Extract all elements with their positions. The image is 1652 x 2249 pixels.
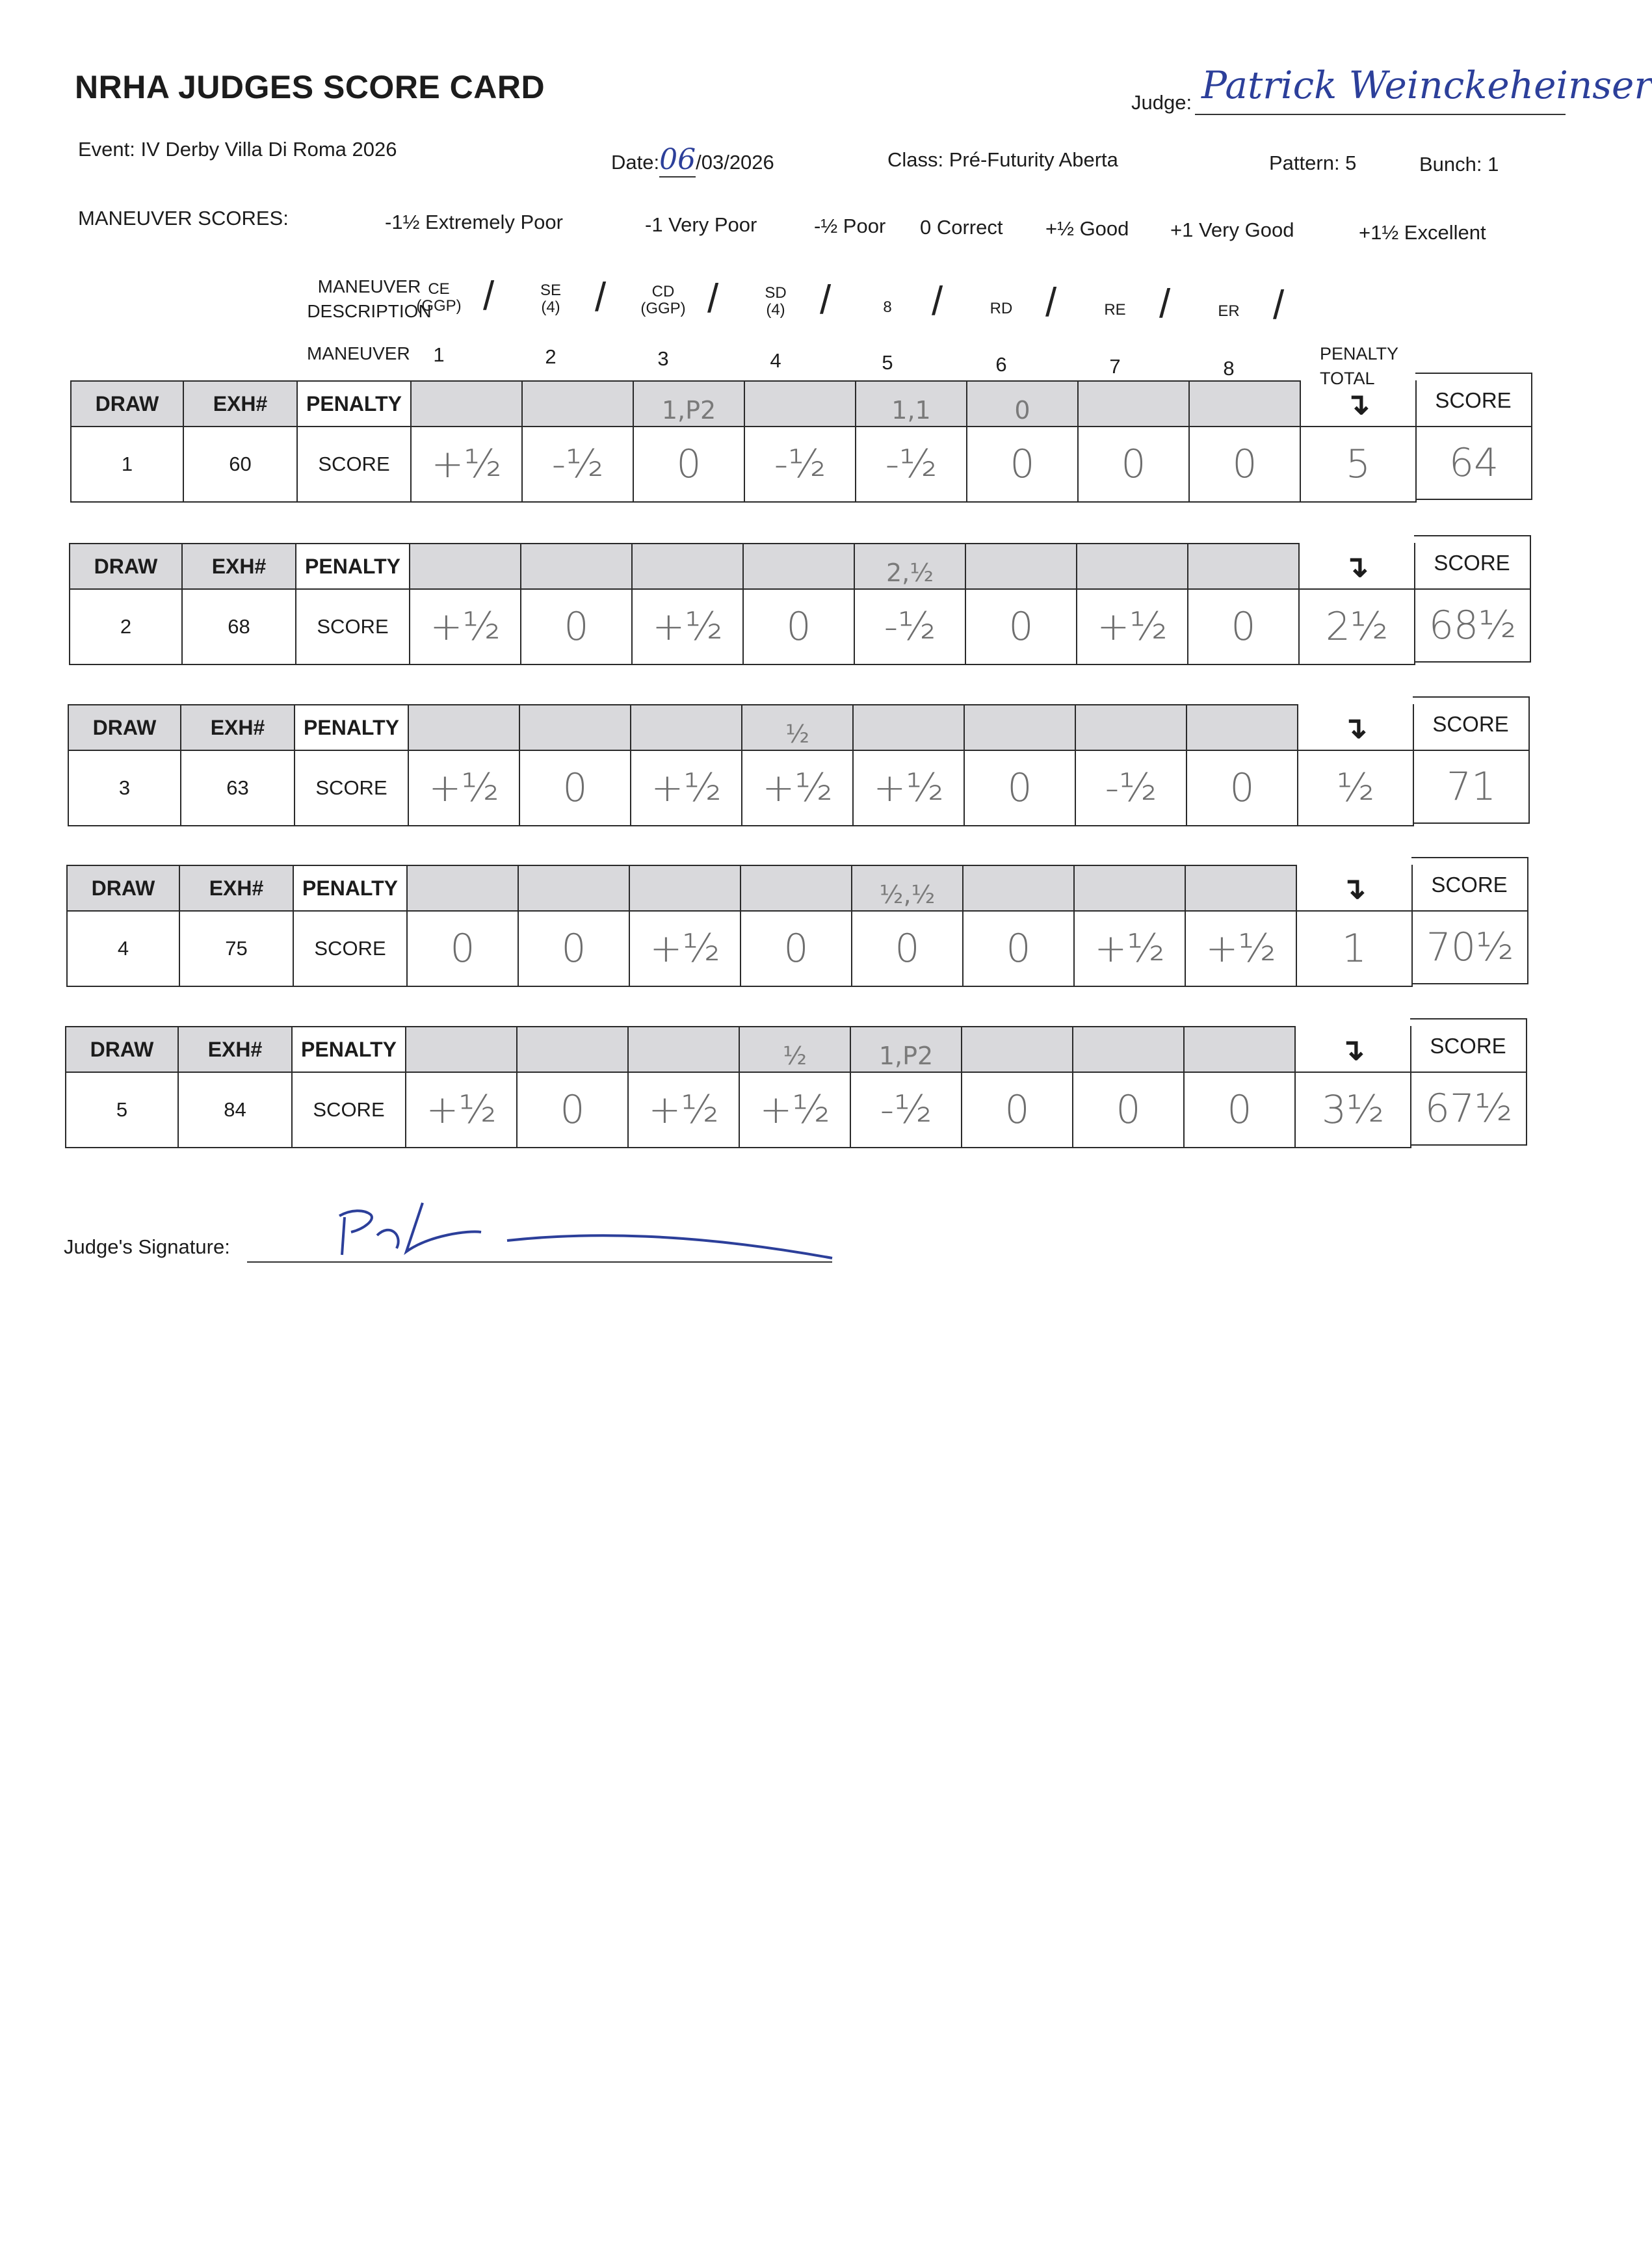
penalty-total-value[interactable]: 3½ bbox=[1294, 1072, 1411, 1148]
penalty-total-arrow: ↴ bbox=[1296, 865, 1413, 912]
penalty-cell-5[interactable]: 1,P2 bbox=[850, 1026, 962, 1073]
penalty-header: PENALTY bbox=[294, 704, 409, 751]
score-label: SCORE bbox=[293, 910, 408, 987]
legend-item: +1 Very Good bbox=[1170, 218, 1294, 241]
maneuver-score-5[interactable]: -½ bbox=[850, 1072, 962, 1148]
exh-number: 84 bbox=[177, 1072, 293, 1148]
slash-divider: / bbox=[1159, 282, 1171, 326]
maneuver-code: ER bbox=[1218, 302, 1240, 320]
maneuver-score-3[interactable]: +½ bbox=[630, 750, 742, 826]
exh-header: EXH# bbox=[183, 380, 298, 427]
slash-divider: / bbox=[483, 274, 495, 319]
date-label: Date: bbox=[611, 151, 660, 174]
draw-number: 2 bbox=[69, 588, 183, 665]
penalty-cell-8[interactable] bbox=[1187, 543, 1300, 590]
penalty-cell-5[interactable] bbox=[852, 704, 965, 751]
maneuver-score-1[interactable]: 0 bbox=[406, 910, 519, 987]
maneuver-score-2[interactable]: 0 bbox=[518, 910, 630, 987]
maneuver-number: 4 bbox=[770, 349, 781, 372]
penalty-cell-6[interactable] bbox=[964, 704, 1076, 751]
penalty-cell-1[interactable] bbox=[405, 1026, 518, 1073]
date-rest: /03/2026 bbox=[696, 151, 774, 174]
penalty-total-value[interactable]: ½ bbox=[1297, 750, 1414, 826]
penalty-cell-2[interactable] bbox=[520, 543, 633, 590]
slash-divider: / bbox=[1273, 283, 1285, 328]
score-label: SCORE bbox=[291, 1072, 406, 1148]
draw-header: DRAW bbox=[69, 543, 183, 590]
class-label: Class: Pré-Futurity Aberta bbox=[887, 148, 1118, 171]
judge-name: Patrick Weinckeheinser bbox=[1201, 63, 1652, 107]
score-header: SCORE bbox=[1414, 535, 1531, 590]
exh-header: EXH# bbox=[177, 1026, 293, 1073]
legend-item: -1 Very Poor bbox=[645, 213, 757, 236]
penalty-cell-7[interactable] bbox=[1077, 380, 1190, 427]
penalty-cell-4[interactable]: ½ bbox=[741, 704, 854, 751]
exh-header: EXH# bbox=[179, 865, 294, 912]
maneuver-score-6[interactable]: 0 bbox=[962, 910, 1075, 987]
maneuver-code: CD (GGP) bbox=[640, 283, 686, 317]
penalty-cell-4[interactable] bbox=[742, 543, 855, 590]
slash-divider: / bbox=[595, 275, 607, 320]
maneuver-score-4[interactable]: 0 bbox=[742, 588, 855, 665]
penalty-total-arrow: ↴ bbox=[1300, 380, 1417, 427]
draw-header: DRAW bbox=[68, 704, 181, 751]
maneuver-number: 1 bbox=[433, 343, 445, 366]
maneuver-score-8[interactable]: 0 bbox=[1183, 1072, 1296, 1148]
penalty-cell-4[interactable]: ½ bbox=[739, 1026, 851, 1073]
score-header: SCORE bbox=[1410, 1018, 1527, 1073]
maneuver-score-4[interactable]: +½ bbox=[741, 750, 854, 826]
draw-header: DRAW bbox=[65, 1026, 179, 1073]
maneuver-score-3[interactable]: +½ bbox=[631, 588, 744, 665]
slash-divider: / bbox=[707, 276, 719, 321]
penalty-cell-2[interactable] bbox=[519, 704, 631, 751]
draw-header: DRAW bbox=[70, 380, 184, 427]
score-label: SCORE bbox=[296, 426, 412, 503]
legend-item: +½ Good bbox=[1045, 217, 1129, 240]
total-score-value[interactable]: 67½ bbox=[1410, 1072, 1527, 1146]
draw-number: 1 bbox=[70, 426, 184, 503]
penalty-total-label: PENALTY TOTAL bbox=[1320, 344, 1399, 388]
penalty-cell-4[interactable] bbox=[744, 380, 856, 427]
exh-number: 75 bbox=[179, 910, 294, 987]
maneuver-score-5[interactable]: -½ bbox=[854, 588, 966, 665]
maneuver-score-8[interactable]: 0 bbox=[1188, 426, 1301, 503]
maneuver-score-1[interactable]: +½ bbox=[408, 750, 520, 826]
maneuver-score-5[interactable]: -½ bbox=[855, 426, 967, 503]
maneuver-description-label: MANEUVER DESCRIPTION bbox=[307, 276, 432, 321]
exh-header: EXH# bbox=[180, 704, 295, 751]
maneuver-score-7[interactable]: +½ bbox=[1076, 588, 1188, 665]
page-title: NRHA JUDGES SCORE CARD bbox=[75, 69, 545, 105]
score-label: SCORE bbox=[295, 588, 410, 665]
exh-number: 68 bbox=[181, 588, 296, 665]
maneuver-score-3[interactable]: 0 bbox=[633, 426, 745, 503]
penalty-total-value[interactable]: 2½ bbox=[1298, 588, 1415, 665]
penalty-header: PENALTY bbox=[296, 380, 412, 427]
maneuver-score-2[interactable]: 0 bbox=[520, 588, 633, 665]
maneuver-score-1[interactable]: +½ bbox=[410, 426, 523, 503]
penalty-cell-2[interactable] bbox=[516, 1026, 629, 1073]
maneuver-number: 7 bbox=[1109, 355, 1121, 378]
penalty-cell-5[interactable]: 2,½ bbox=[854, 543, 966, 590]
maneuver-number: 8 bbox=[1223, 357, 1235, 380]
penalty-cell-3[interactable] bbox=[627, 1026, 740, 1073]
penalty-total-value[interactable]: 1 bbox=[1296, 910, 1413, 987]
penalty-cell-1[interactable] bbox=[406, 865, 519, 912]
penalty-cell-4[interactable] bbox=[740, 865, 852, 912]
maneuver-score-4[interactable]: +½ bbox=[739, 1072, 851, 1148]
penalty-cell-5[interactable]: 1,1 bbox=[855, 380, 967, 427]
penalty-cell-1[interactable] bbox=[410, 380, 523, 427]
penalty-cell-8[interactable] bbox=[1188, 380, 1301, 427]
maneuver-score-4[interactable]: 0 bbox=[740, 910, 852, 987]
legend-item: +1½ Excellent bbox=[1359, 221, 1486, 244]
score-label: SCORE bbox=[294, 750, 409, 826]
penalty-header: PENALTY bbox=[291, 1026, 406, 1073]
maneuver-score-8[interactable]: 0 bbox=[1187, 588, 1300, 665]
maneuver-score-6[interactable]: 0 bbox=[961, 1072, 1073, 1148]
maneuver-score-2[interactable]: -½ bbox=[521, 426, 634, 503]
penalty-cell-2[interactable] bbox=[518, 865, 630, 912]
penalty-cell-5[interactable]: ½,½ bbox=[851, 865, 964, 912]
penalty-total-arrow: ↴ bbox=[1294, 1026, 1411, 1073]
maneuver-code: CE (GGP) bbox=[416, 280, 462, 315]
maneuver-score-4[interactable]: -½ bbox=[744, 426, 856, 503]
maneuver-score-7[interactable]: 0 bbox=[1077, 426, 1190, 503]
judge-label: Judge: bbox=[1131, 91, 1192, 114]
penalty-cell-8[interactable] bbox=[1183, 1026, 1296, 1073]
maneuver-score-1[interactable]: +½ bbox=[409, 588, 521, 665]
draw-number: 5 bbox=[65, 1072, 179, 1148]
penalty-cell-1[interactable] bbox=[409, 543, 521, 590]
penalty-total-arrow: ↴ bbox=[1298, 543, 1415, 590]
total-score-value[interactable]: 68½ bbox=[1414, 588, 1531, 663]
maneuver-score-5[interactable]: 0 bbox=[851, 910, 964, 987]
penalty-cell-3[interactable] bbox=[631, 543, 744, 590]
maneuver-scores-label: MANEUVER SCORES: bbox=[78, 207, 289, 230]
maneuver-code: 8 bbox=[883, 298, 892, 316]
penalty-cell-7[interactable] bbox=[1073, 865, 1186, 912]
draw-number: 3 bbox=[68, 750, 181, 826]
maneuver-number: 2 bbox=[545, 345, 557, 368]
maneuver-score-6[interactable]: 0 bbox=[966, 426, 1079, 503]
penalty-cell-3[interactable]: 1,P2 bbox=[633, 380, 745, 427]
maneuver-score-8[interactable]: +½ bbox=[1185, 910, 1297, 987]
maneuver-label: MANEUVER bbox=[307, 343, 410, 363]
penalty-cell-6[interactable] bbox=[965, 543, 1077, 590]
maneuver-code: RE bbox=[1104, 301, 1126, 319]
slash-divider: / bbox=[932, 279, 943, 324]
slash-divider: / bbox=[1045, 280, 1057, 325]
penalty-cell-8[interactable] bbox=[1186, 704, 1298, 751]
maneuver-score-7[interactable]: 0 bbox=[1072, 1072, 1185, 1148]
penalty-cell-6[interactable] bbox=[962, 865, 1075, 912]
maneuver-score-5[interactable]: +½ bbox=[852, 750, 965, 826]
maneuver-code: SE (4) bbox=[540, 282, 561, 316]
penalty-cell-7[interactable] bbox=[1075, 704, 1187, 751]
signature-label: Judge's Signature: bbox=[64, 1235, 230, 1258]
legend-item: -1½ Extremely Poor bbox=[385, 211, 563, 233]
penalty-cell-6[interactable] bbox=[961, 1026, 1073, 1073]
penalty-header: PENALTY bbox=[295, 543, 410, 590]
maneuver-score-6[interactable]: 0 bbox=[964, 750, 1076, 826]
draw-number: 4 bbox=[66, 910, 180, 987]
penalty-header: PENALTY bbox=[293, 865, 408, 912]
maneuver-number: 3 bbox=[657, 347, 669, 370]
penalty-cell-6[interactable]: 0 bbox=[966, 380, 1079, 427]
maneuver-code: SD (4) bbox=[765, 284, 787, 319]
date-field bbox=[611, 143, 774, 176]
penalty-cell-7[interactable] bbox=[1072, 1026, 1185, 1073]
maneuver-score-3[interactable]: +½ bbox=[627, 1072, 740, 1148]
signature-mark bbox=[325, 1196, 845, 1268]
exh-number: 60 bbox=[183, 426, 298, 503]
penalty-cell-3[interactable] bbox=[629, 865, 741, 912]
penalty-cell-3[interactable] bbox=[630, 704, 742, 751]
judge-field bbox=[1195, 62, 1652, 115]
maneuver-number: 5 bbox=[882, 351, 893, 374]
draw-header: DRAW bbox=[66, 865, 180, 912]
penalty-cell-1[interactable] bbox=[408, 704, 520, 751]
total-score-value[interactable]: 70½ bbox=[1411, 910, 1528, 984]
maneuver-score-2[interactable]: 0 bbox=[519, 750, 631, 826]
penalty-cell-2[interactable] bbox=[521, 380, 634, 427]
maneuver-score-8[interactable]: 0 bbox=[1186, 750, 1298, 826]
event-label: Event: IV Derby Villa Di Roma 2026 bbox=[78, 138, 397, 161]
maneuver-number: 6 bbox=[995, 353, 1007, 376]
penalty-cell-8[interactable] bbox=[1185, 865, 1297, 912]
penalty-cell-7[interactable] bbox=[1076, 543, 1188, 590]
legend-item: -½ Poor bbox=[814, 215, 886, 237]
penalty-total-arrow: ↴ bbox=[1297, 704, 1414, 751]
date-day: 06 bbox=[659, 143, 696, 176]
maneuver-score-2[interactable]: 0 bbox=[516, 1072, 629, 1148]
total-score-value[interactable]: 64 bbox=[1415, 426, 1532, 500]
total-score-value[interactable]: 71 bbox=[1413, 750, 1530, 824]
maneuver-score-6[interactable]: 0 bbox=[965, 588, 1077, 665]
maneuver-score-7[interactable]: +½ bbox=[1073, 910, 1186, 987]
score-header: SCORE bbox=[1411, 857, 1528, 912]
maneuver-code: RD bbox=[990, 300, 1013, 317]
score-header: SCORE bbox=[1413, 696, 1530, 751]
maneuver-score-1[interactable]: +½ bbox=[405, 1072, 518, 1148]
pattern-label: Pattern: 5 bbox=[1269, 151, 1357, 174]
maneuver-score-3[interactable]: +½ bbox=[629, 910, 741, 987]
exh-number: 63 bbox=[180, 750, 295, 826]
slash-divider: / bbox=[820, 278, 832, 322]
score-header: SCORE bbox=[1415, 373, 1532, 427]
exh-header: EXH# bbox=[181, 543, 296, 590]
bunch-label: Bunch: 1 bbox=[1419, 153, 1499, 176]
penalty-total-value[interactable]: 5 bbox=[1300, 426, 1417, 503]
legend-item: 0 Correct bbox=[920, 216, 1003, 239]
maneuver-score-7[interactable]: -½ bbox=[1075, 750, 1187, 826]
